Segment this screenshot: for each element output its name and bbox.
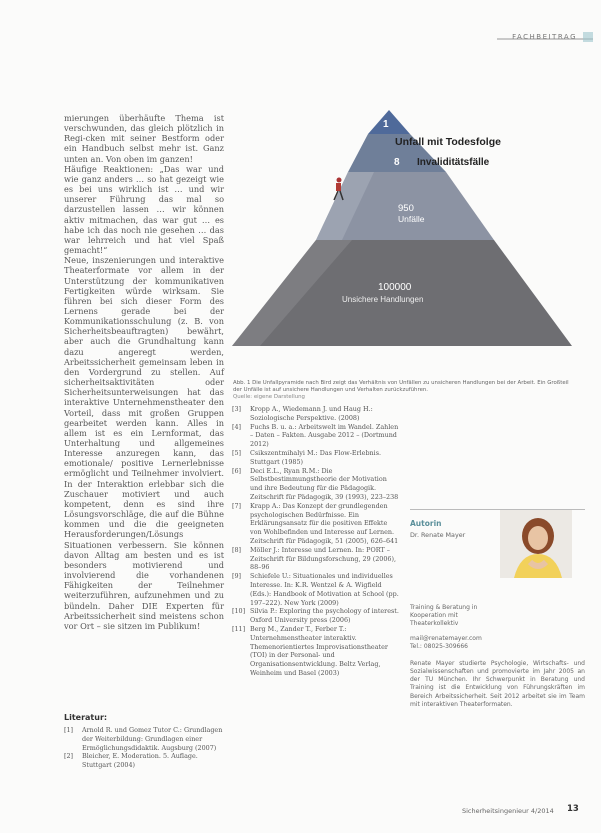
tier-label-2: Invaliditätsfälle (417, 157, 490, 168)
page-number: 13 (567, 804, 579, 814)
reference-item: [10] Silvia P.: Exploring the psychology of interest. Oxford University press (2006) (232, 607, 399, 625)
tier-value-2: 8 (394, 157, 400, 168)
figure-caption (233, 380, 573, 401)
body-text-column (64, 113, 224, 631)
author-info-line: Kooperation mit (410, 611, 458, 619)
reference-item: [9] Schiefele U.: Situationales und individuelles Interesse. In: K.R. Wentzel & A. Wigfield (Eds.): Handbook of Motivation at School (pp. 197–222). New York (2009) (232, 572, 399, 607)
reference-item: [1] Arnold R. und Gomez Tutor C.: Grundlagen der Weiterbildung: Grundlagen einer Ermöglichungsdidaktik. Augsburg (2007) (64, 726, 223, 752)
journal-footer: Sicherheitsingenieur 4/2014 (462, 807, 554, 815)
author-email-link[interactable]: mail@renatemayer.com (410, 635, 482, 643)
author-box (410, 509, 585, 709)
author-info-line: Training & Beratung in (410, 604, 478, 611)
author-info-line: Theaterkollektiv (410, 619, 459, 627)
author-photo (500, 510, 572, 578)
reference-item: [7] Krapp A.: Das Konzept der grundlegenden psychologischen Bedürfnisse. Ein Erklärungsansatz für die positiven Effekte von Wohlbefinden und Interesse auf Lernen. Zeitschrift für Pädagogik, 51 (2005), 626–641 (232, 501, 399, 545)
tier-label-3: Unfälle (398, 214, 425, 224)
literature-heading: Literatur: (64, 713, 108, 722)
caption-text: Abb. 1 Die Unfallpyramide nach Bird zeigt das Verhältnis von Unfällen zu unsicheren Handlungen bei der Arbeit. Ein Großteil der Unfälle ist auf unsichere Handlungen und Verhalten zurückzuführen. (233, 380, 569, 393)
reference-list-left (64, 726, 224, 770)
caption-source: Quelle: eigene Darstellung (233, 394, 305, 400)
reference-item: [3] Kropp A., Wiedemann J. und Haug H.: Soziologische Perspektive. (2008) (232, 405, 373, 422)
author-contact (410, 604, 585, 651)
reference-list-middle (232, 405, 400, 678)
reference-item: [4] Fuchs B. u. a.: Arbeitswelt im Wandel. Zahlen – Daten – Fakten. Ausgabe 2012 – (Dortmund 2012) (232, 422, 399, 449)
reference-item: [11] Berg M., Zander T., Ferber T.: Unternehmenstheater interaktiv. Themenorientiertes Improvisationstheater (TOI) in der Personal- und Organisationsentwicklung. Beltz Verlag, Weinheim und Basel (2003) (232, 624, 388, 677)
author-label: Autorin (410, 519, 442, 528)
pyramid-tier-top (368, 110, 410, 134)
reference-item: [8] Möller J.: Interesse und Lernen. In: PORT – Zeitschrift für Bildungsforschung, 29 (2006), 88–96 (232, 545, 396, 572)
accident-pyramid-figure (232, 108, 577, 378)
reference-item: [6] Deci E.L., Ryan R.M.: Die Selbstbestimmungstheorie der Motivation und ihre Bedeutung für die Pädagogik. Zeitschrift für Pädagogik, 39 (1993), 223–238 (232, 466, 399, 501)
body-paragraph: Neue, inszenierungen und interaktive Theaterformate vor allem in der Unterstützung der kommunikativen Fertigkeiten würde wirksam. Sie führen bei sich dieser Form des Lernens gerade bei der Kommunikationsschulung (z. B. von Sicherheitsbeauftragten) bewährt, aber auch die Grundhaltung kann dazu angeregt werden, Arbeitssicherheit gemeinsam leben in den Vordergrund zu stellen. Auf sicherheitsaktivitäten oder Sicherheitsunterweisungen hat das interaktive Unternehmenstheater den Vorteil, dass mit großen Gruppen gearbeitet werden kann. Alles in allem ist es ein Lernformat, das Unterhaltung und allgemeines Interesse anzuregen kann, das emotionale/ positive Lernerlebnisse ermöglicht und Teilnehmer involviert. In der Interaktion erlebbar sich die Zuschauer motiviert und auch kompetent, denn es sind ihre Lösungsvorschläge, die auf die Bühne kommen und die die geeigneten Herausforderungen/Lösungs Situationen verbessern. Sie können davon Alltag am besten und es ist besonders motivierend und involvierend die vorhandenen Fähigkeiten der Teilnehmer weiterzuführen, aufzunehmen und zu bündeln. Daher DIE Experten für Arbeitssicherheit sind meistens schon vor Ort – sie sitzen im Publikum! (64, 255, 224, 631)
author-phone: Tel.: 08025-309666 (410, 642, 468, 650)
reference-item: [5] Csikszentmihalyi M.: Das Flow-Erlebnis. Stuttgart (1985) (232, 448, 382, 466)
author-info-line (410, 627, 585, 635)
body-paragraph: Häufige Reaktionen: „Das war und wie ganz anders … so hat gezeigt wie es bei uns wirklich ist … und wir unserer Führung das mal so darzustellen lassen … wir können aktiv mitmachen, das war gut … es habe ich das noch nie gesehen … das war lehrreich und hat viel Spaß gemacht!“ (64, 163, 224, 256)
section-label: FACHBEITRAG (512, 33, 577, 41)
body-paragraph: mierungen überhäufte Thema ist verschwunden, das gleich plötzlich in Regi-cken mit seiner Bestform oder ein Handbuch selbst mehr ist. Ganz unten an. Von oben im ganzen! (64, 113, 224, 164)
tier-label-1: Unfall mit Todesfolge (395, 136, 501, 148)
tier-value-4: 100000 (378, 282, 412, 293)
reference-item: [2] Bleicher, E. Moderation. 5. Auflage. Stuttgart (2004) (64, 752, 198, 770)
section-corner-mark (583, 32, 593, 42)
author-name: Dr. Renate Mayer (410, 531, 466, 539)
author-bio: Renate Mayer studierte Psychologie, Wirtschafts- und Sozialwissenschaften und promovierte im Jahr 2005 an der TU München. Ihr Schwerpunkt in Beratung und Training ist die Entwicklung von Führungskräften im Bereich Arbeitssicherheit. Seit 2012 arbeitet sie im Team mit interaktiven Theaterformaten. (410, 659, 585, 708)
tier-value-3: 950 (398, 203, 414, 214)
tier-label-4: Unsichere Handlungen (342, 295, 424, 304)
tier-value-1: 1 (383, 119, 389, 130)
